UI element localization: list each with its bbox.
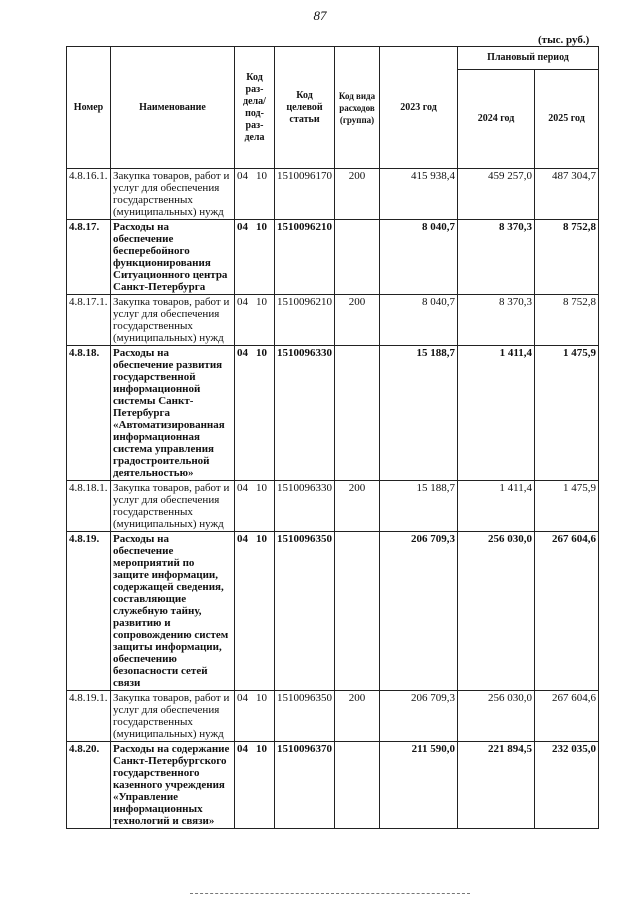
row-section: [235, 481, 275, 532]
row-section: [235, 346, 275, 481]
table-row: [67, 295, 599, 346]
header-2025: 2025 год: [535, 70, 599, 169]
row-2023: 206 709,3: [380, 691, 458, 742]
subsection-code: 10: [256, 482, 267, 494]
section-code: 04: [237, 221, 248, 233]
row-section: [235, 532, 275, 691]
row-section: [235, 691, 275, 742]
row-expense-code: [335, 220, 380, 295]
header-section-code: Код раз-дела/ под-раз-дела: [235, 47, 275, 169]
page-number: 87: [313, 8, 327, 23]
units-label: (тыс. руб.): [538, 34, 590, 46]
header-number: Номер: [67, 47, 111, 169]
row-2025: 1 475,9: [535, 346, 599, 481]
row-2025: 232 035,0: [535, 742, 599, 829]
row-number: 4.8.16.1.: [67, 169, 111, 220]
row-name: Расходы на обеспечение мероприятий по защите информации, содержащей сведения, составляющие служебную тайну, развитию и сопровождению систем защиты информации, обеспечению безопасности сетей связи: [111, 532, 235, 691]
row-2025: 267 604,6: [535, 532, 599, 691]
header-name: Наименование: [111, 47, 235, 169]
row-2023: 211 590,0: [380, 742, 458, 829]
subsection-code: 10: [256, 533, 267, 545]
row-2024: 1 411,4: [458, 481, 535, 532]
row-expense-code: 200: [335, 481, 380, 532]
row-number: 4.8.19.: [67, 532, 111, 691]
row-target-code: 1510096330: [275, 481, 335, 532]
row-target-code: 1510096210: [275, 220, 335, 295]
row-name: Закупка товаров, работ и услуг для обеспечения государственных (муниципальных) нужд: [111, 481, 235, 532]
row-expense-code: [335, 532, 380, 691]
section-code: 04: [237, 347, 248, 359]
row-target-code: 1510096170: [275, 169, 335, 220]
table-row: [67, 220, 599, 295]
row-number: 4.8.17.1.: [67, 295, 111, 346]
row-section: [235, 742, 275, 829]
row-2023: 415 938,4: [380, 169, 458, 220]
row-expense-code: [335, 742, 380, 829]
subsection-code: 10: [256, 692, 267, 704]
row-name: Закупка товаров, работ и услуг для обеспечения государственных (муниципальных) нужд: [111, 295, 235, 346]
section-code: 04: [237, 533, 248, 545]
row-number: 4.8.17.: [67, 220, 111, 295]
row-target-code: 1510096370: [275, 742, 335, 829]
row-2025: 8 752,8: [535, 220, 599, 295]
subsection-code: 10: [256, 170, 267, 182]
row-section: [235, 169, 275, 220]
row-target-code: 1510096350: [275, 691, 335, 742]
row-expense-code: 200: [335, 169, 380, 220]
row-2025: 487 304,7: [535, 169, 599, 220]
row-2025: 267 604,6: [535, 691, 599, 742]
row-number: 4.8.20.: [67, 742, 111, 829]
row-name: Закупка товаров, работ и услуг для обеспечения государственных (муниципальных) нужд: [111, 169, 235, 220]
subsection-code: 10: [256, 221, 267, 233]
row-number: 4.8.19.1.: [67, 691, 111, 742]
header-target-code: Код целевой статьи: [275, 47, 335, 169]
table-row: [67, 742, 599, 829]
row-2023: 206 709,3: [380, 532, 458, 691]
row-target-code: 1510096210: [275, 295, 335, 346]
section-code: 04: [237, 692, 248, 704]
row-target-code: 1510096330: [275, 346, 335, 481]
subsection-code: 10: [256, 347, 267, 359]
row-name: Закупка товаров, работ и услуг для обеспечения государственных (муниципальных) нужд: [111, 691, 235, 742]
table-row: [67, 481, 599, 532]
row-2024: 256 030,0: [458, 532, 535, 691]
row-name: Расходы на обеспечение развития государственной информационной системы Санкт-Петербурга «Автоматизированная информационная система управления градостроительной деятельностью»: [111, 346, 235, 481]
row-expense-code: 200: [335, 295, 380, 346]
row-2024: 221 894,5: [458, 742, 535, 829]
section-code: 04: [237, 296, 248, 308]
row-expense-code: [335, 346, 380, 481]
section-code: 04: [237, 482, 248, 494]
row-section: [235, 295, 275, 346]
table-row: [67, 169, 599, 220]
row-2025: 8 752,8: [535, 295, 599, 346]
row-name: Расходы на содержание Санкт-Петербургского государственного казенного учреждения «Управление информационных технологий и связи»: [111, 742, 235, 829]
row-2023: 15 188,7: [380, 481, 458, 532]
row-name: Расходы на обеспечение бесперебойного функционирования Ситуационного центра Санкт-Петербурга: [111, 220, 235, 295]
row-expense-code: 200: [335, 691, 380, 742]
row-2024: 256 030,0: [458, 691, 535, 742]
subsection-code: 10: [256, 743, 267, 755]
row-2023: 8 040,7: [380, 220, 458, 295]
table-row: [67, 346, 599, 481]
row-2024: 1 411,4: [458, 346, 535, 481]
row-2024: 459 257,0: [458, 169, 535, 220]
footer-divider: [190, 893, 470, 894]
header-2023: 2023 год: [380, 47, 458, 169]
subsection-code: 10: [256, 296, 267, 308]
row-2024: 8 370,3: [458, 220, 535, 295]
header-2024: 2024 год: [458, 70, 535, 169]
row-2025: 1 475,9: [535, 481, 599, 532]
table-row: [67, 532, 599, 691]
table-row: [67, 691, 599, 742]
row-2023: 8 040,7: [380, 295, 458, 346]
section-code: 04: [237, 743, 248, 755]
row-section: [235, 220, 275, 295]
row-target-code: 1510096350: [275, 532, 335, 691]
budget-table: [66, 46, 599, 829]
section-code: 04: [237, 170, 248, 182]
row-number: 4.8.18.: [67, 346, 111, 481]
header-plan-period: Плановый период: [458, 47, 599, 70]
row-2024: 8 370,3: [458, 295, 535, 346]
row-2023: 15 188,7: [380, 346, 458, 481]
row-number: 4.8.18.1.: [67, 481, 111, 532]
header-expense-code: Код вида расходов (группа): [335, 47, 380, 169]
